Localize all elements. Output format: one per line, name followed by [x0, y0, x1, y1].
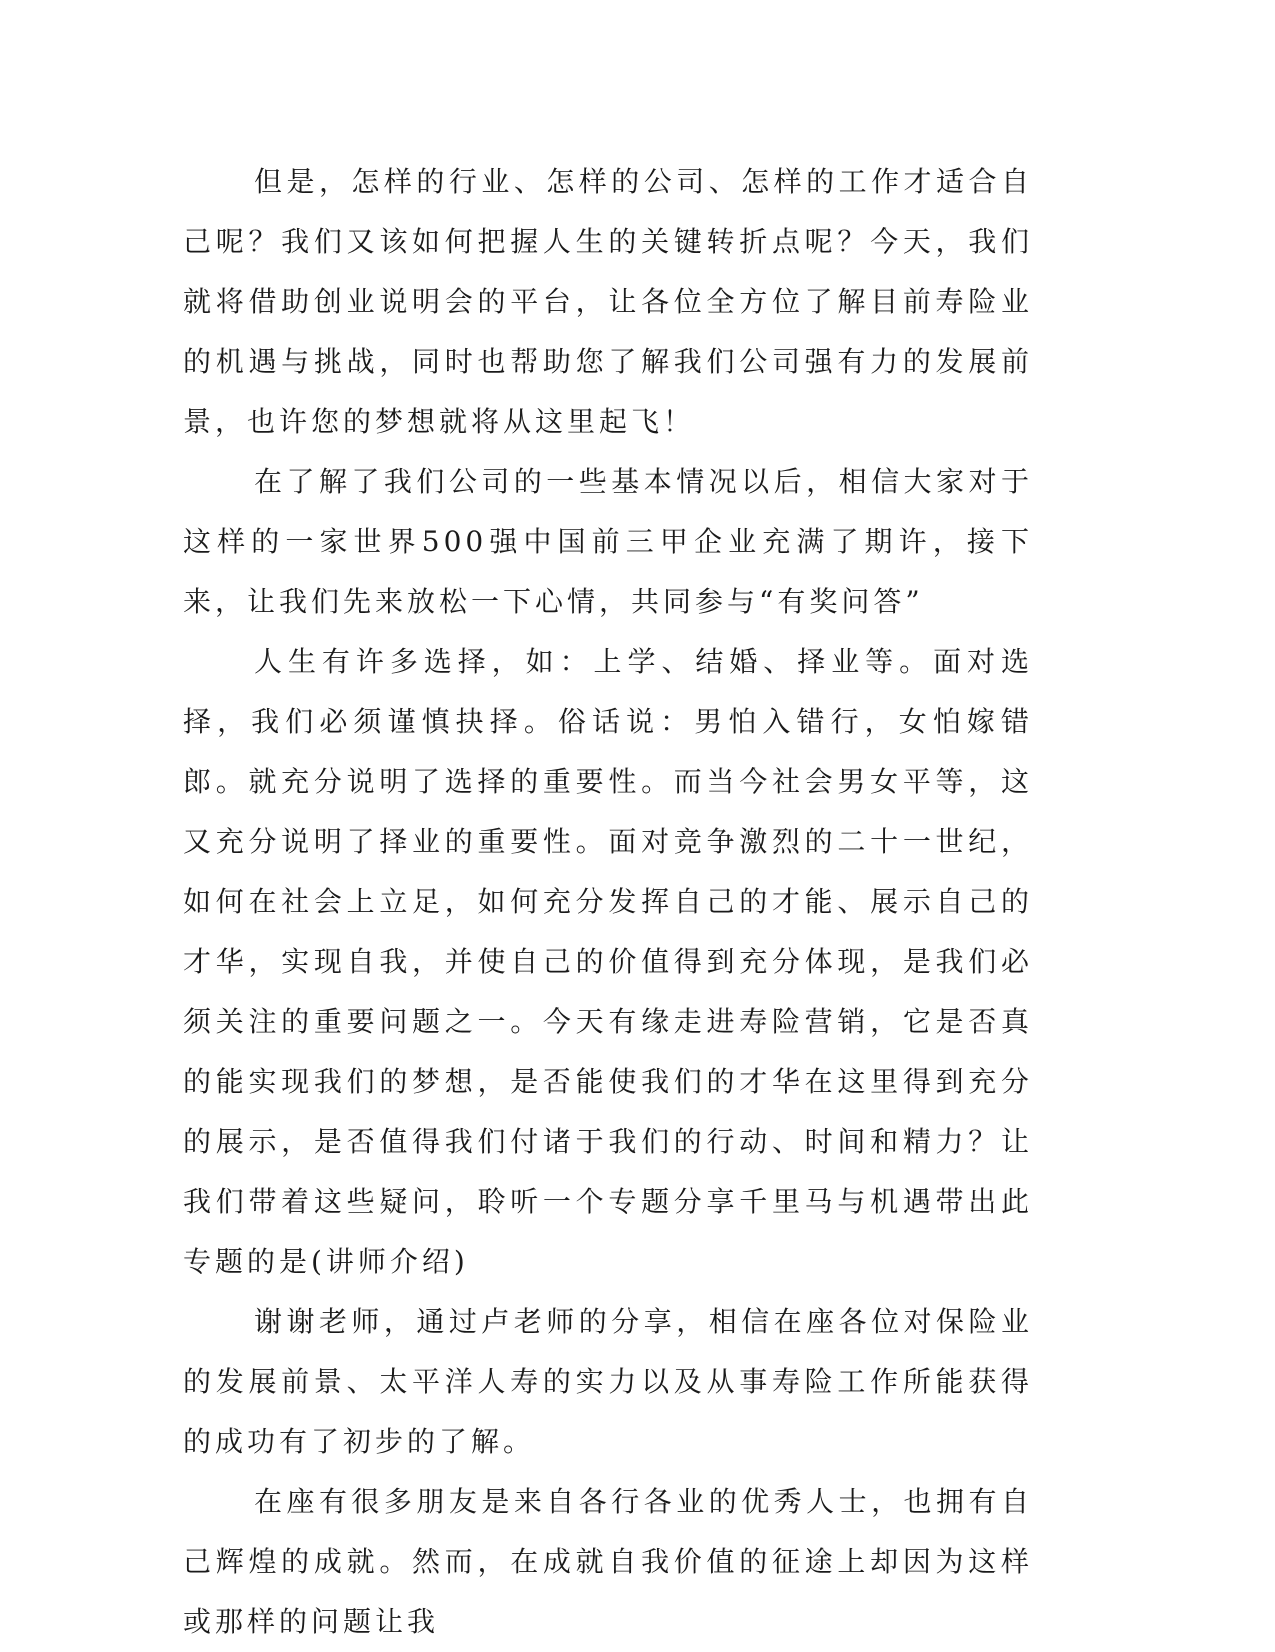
paragraph-thanks-teacher: 谢谢老师，通过卢老师的分享，相信在座各位对保险业的发展前景、太平洋人寿的实力以及从事寿险工作所能获得的成功有了初步的了解。	[183, 1305, 1033, 1458]
paragraph-audience: 在座有很多朋友是来自各行各业的优秀人士，也拥有自己辉煌的成就。然而，在成就自我价值的征途上却因为这样或那样的问题让我	[183, 1485, 1033, 1638]
paragraph-company-overview: 在了解了我们公司的一些基本情况以后，相信大家对于这样的一家世界500强中国前三甲企业充满了期许，接下来，让我们先来放松一下心情，共同参与“有奖问答”	[183, 465, 1033, 618]
paragraph-career-choice: 人生有许多选择，如：上学、结婚、择业等。面对选择，我们必须谨慎抉择。俗话说：男怕入错行，女怕嫁错郎。就充分说明了选择的重要性。而当今社会男女平等，这又充分说明了择业的重要性。面对竞争激烈的二十一世纪，如何在社会上立足，如何充分发挥自己的才能、展示自己的才华，实现自我，并使自己的价值得到充分体现，是我们必须关注的重要问题之一。今天有缘走进寿险营销，它是否真的能实现我们的梦想，是否能使我们的才华在这里得到充分的展示，是否值得我们付诸于我们的行动、时间和精力？让我们带着这些疑问，聆听一个专题分享千里马与机遇带出此专题的是(讲师介绍)	[183, 645, 1033, 1278]
document-body	[183, 152, 1033, 1652]
paragraph-intro: 但是，怎样的行业、怎样的公司、怎样的工作才适合自己呢？我们又该如何把握人生的关键转折点呢？今天，我们就将借助创业说明会的平台，让各位全方位了解目前寿险业的机遇与挑战，同时也帮助您了解我们公司强有力的发展前景，也许您的梦想就将从这里起飞！	[183, 165, 1033, 438]
